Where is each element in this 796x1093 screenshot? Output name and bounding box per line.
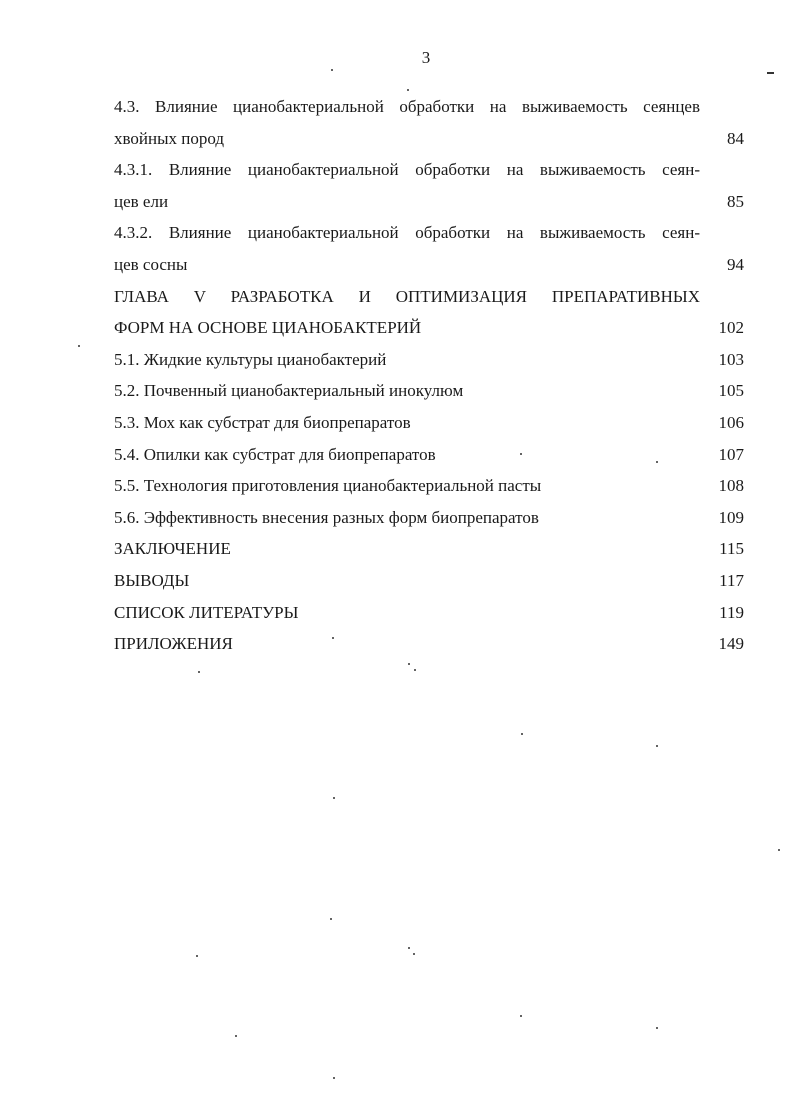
page-number: 3 <box>421 48 431 67</box>
scan-speck <box>778 849 780 851</box>
toc-line <box>114 597 744 629</box>
toc-page-number: 84 <box>727 128 744 148</box>
toc-line <box>114 312 744 344</box>
chapter-heading-text: ФОРМ НА ОСНОВЕ ЦИАНОБАКТЕРИЙ <box>114 318 422 338</box>
toc-line <box>114 186 744 218</box>
scan-speck <box>520 453 522 455</box>
toc-page-number: 115 <box>719 539 744 559</box>
toc-entry-text: 5.2. Почвенный цианобактериальный инокулюм <box>114 381 464 401</box>
scan-speck <box>656 1027 658 1029</box>
scan-speck <box>198 671 200 673</box>
scan-speck <box>408 947 410 949</box>
toc-page-number: 85 <box>727 191 744 211</box>
toc-entry-text: хвойных пород <box>114 128 225 148</box>
section-heading-text: ПРИЛОЖЕНИЯ <box>114 634 233 654</box>
toc-entry-text: цев сосны <box>114 254 188 274</box>
toc-entry-text: 4.3.2. Влияние цианобактериальной обработки на выживаемость сеян- <box>114 223 700 243</box>
scan-speck <box>656 461 658 463</box>
scan-speck <box>333 1077 335 1079</box>
toc-line <box>114 502 744 534</box>
scan-speck <box>331 69 333 71</box>
section-heading-text: ВЫВОДЫ <box>114 570 190 590</box>
toc-page-number: 108 <box>718 476 744 496</box>
scan-speck <box>656 745 658 747</box>
toc-line <box>114 533 744 565</box>
toc-line <box>114 407 744 439</box>
toc-page-number: 102 <box>718 318 744 338</box>
toc-page-number: 149 <box>718 634 744 654</box>
toc-entry-text: 4.3. Влияние цианобактериальной обработки на выживаемость сеянцев <box>114 97 700 116</box>
scan-speck <box>332 637 334 639</box>
toc-line <box>114 249 744 281</box>
scan-speck <box>333 797 335 799</box>
scan-speck <box>408 663 410 665</box>
toc-line <box>114 281 744 313</box>
toc-line <box>114 154 744 186</box>
toc-page-number: 105 <box>718 381 744 401</box>
section-heading-text: ЗАКЛЮЧЕНИЕ <box>114 539 231 559</box>
toc-line <box>114 217 744 249</box>
chapter-heading-text: ГЛАВА V РАЗРАБОТКА И ОПТИМИЗАЦИЯ ПРЕПАРАТИВНЫХ <box>114 286 700 306</box>
scan-speck <box>78 345 80 347</box>
scan-speck <box>407 89 409 91</box>
toc-line <box>114 628 744 660</box>
toc-entry-text: 5.5. Технология приготовления цианобактериальной пасты <box>114 476 542 496</box>
toc-line <box>114 439 744 471</box>
toc-line <box>114 375 744 407</box>
scan-speck <box>414 669 416 671</box>
toc-entry-text: 5.6. Эффективность внесения разных форм биопрепаратов <box>114 507 539 527</box>
toc-entry-text: 5.1. Жидкие культуры цианобактерий <box>114 349 387 369</box>
toc-entry-text: цев ели <box>114 191 169 211</box>
toc-entry-text: 4.3.1. Влияние цианобактериальной обработки на выживаемость сеян- <box>114 160 700 180</box>
toc-line <box>114 344 744 376</box>
toc-page-number: 117 <box>719 570 744 590</box>
toc-page-number: 94 <box>727 254 744 274</box>
toc-line <box>114 91 744 123</box>
scan-speck <box>520 1015 522 1017</box>
scan-speck <box>413 953 415 955</box>
scan-speck <box>330 918 332 920</box>
scan-speck <box>235 1035 237 1037</box>
toc-page-number: 107 <box>718 444 744 464</box>
toc-page-number: 106 <box>718 412 744 432</box>
scan-speck <box>196 955 198 957</box>
scan-speck <box>767 72 774 74</box>
toc-entry-text: 5.4. Опилки как субстрат для биопрепаратов <box>114 444 436 464</box>
toc-line <box>114 565 744 597</box>
section-heading-text: СПИСОК ЛИТЕРАТУРЫ <box>114 602 299 622</box>
table-of-contents <box>114 91 744 660</box>
toc-page-number: 109 <box>718 507 744 527</box>
toc-entry-text: 5.3. Мох как субстрат для биопрепаратов <box>114 412 411 432</box>
toc-line <box>114 470 744 502</box>
toc-page-number: 103 <box>718 349 744 369</box>
toc-page-number: 119 <box>719 602 744 622</box>
scan-speck <box>521 733 523 735</box>
toc-line <box>114 123 744 155</box>
